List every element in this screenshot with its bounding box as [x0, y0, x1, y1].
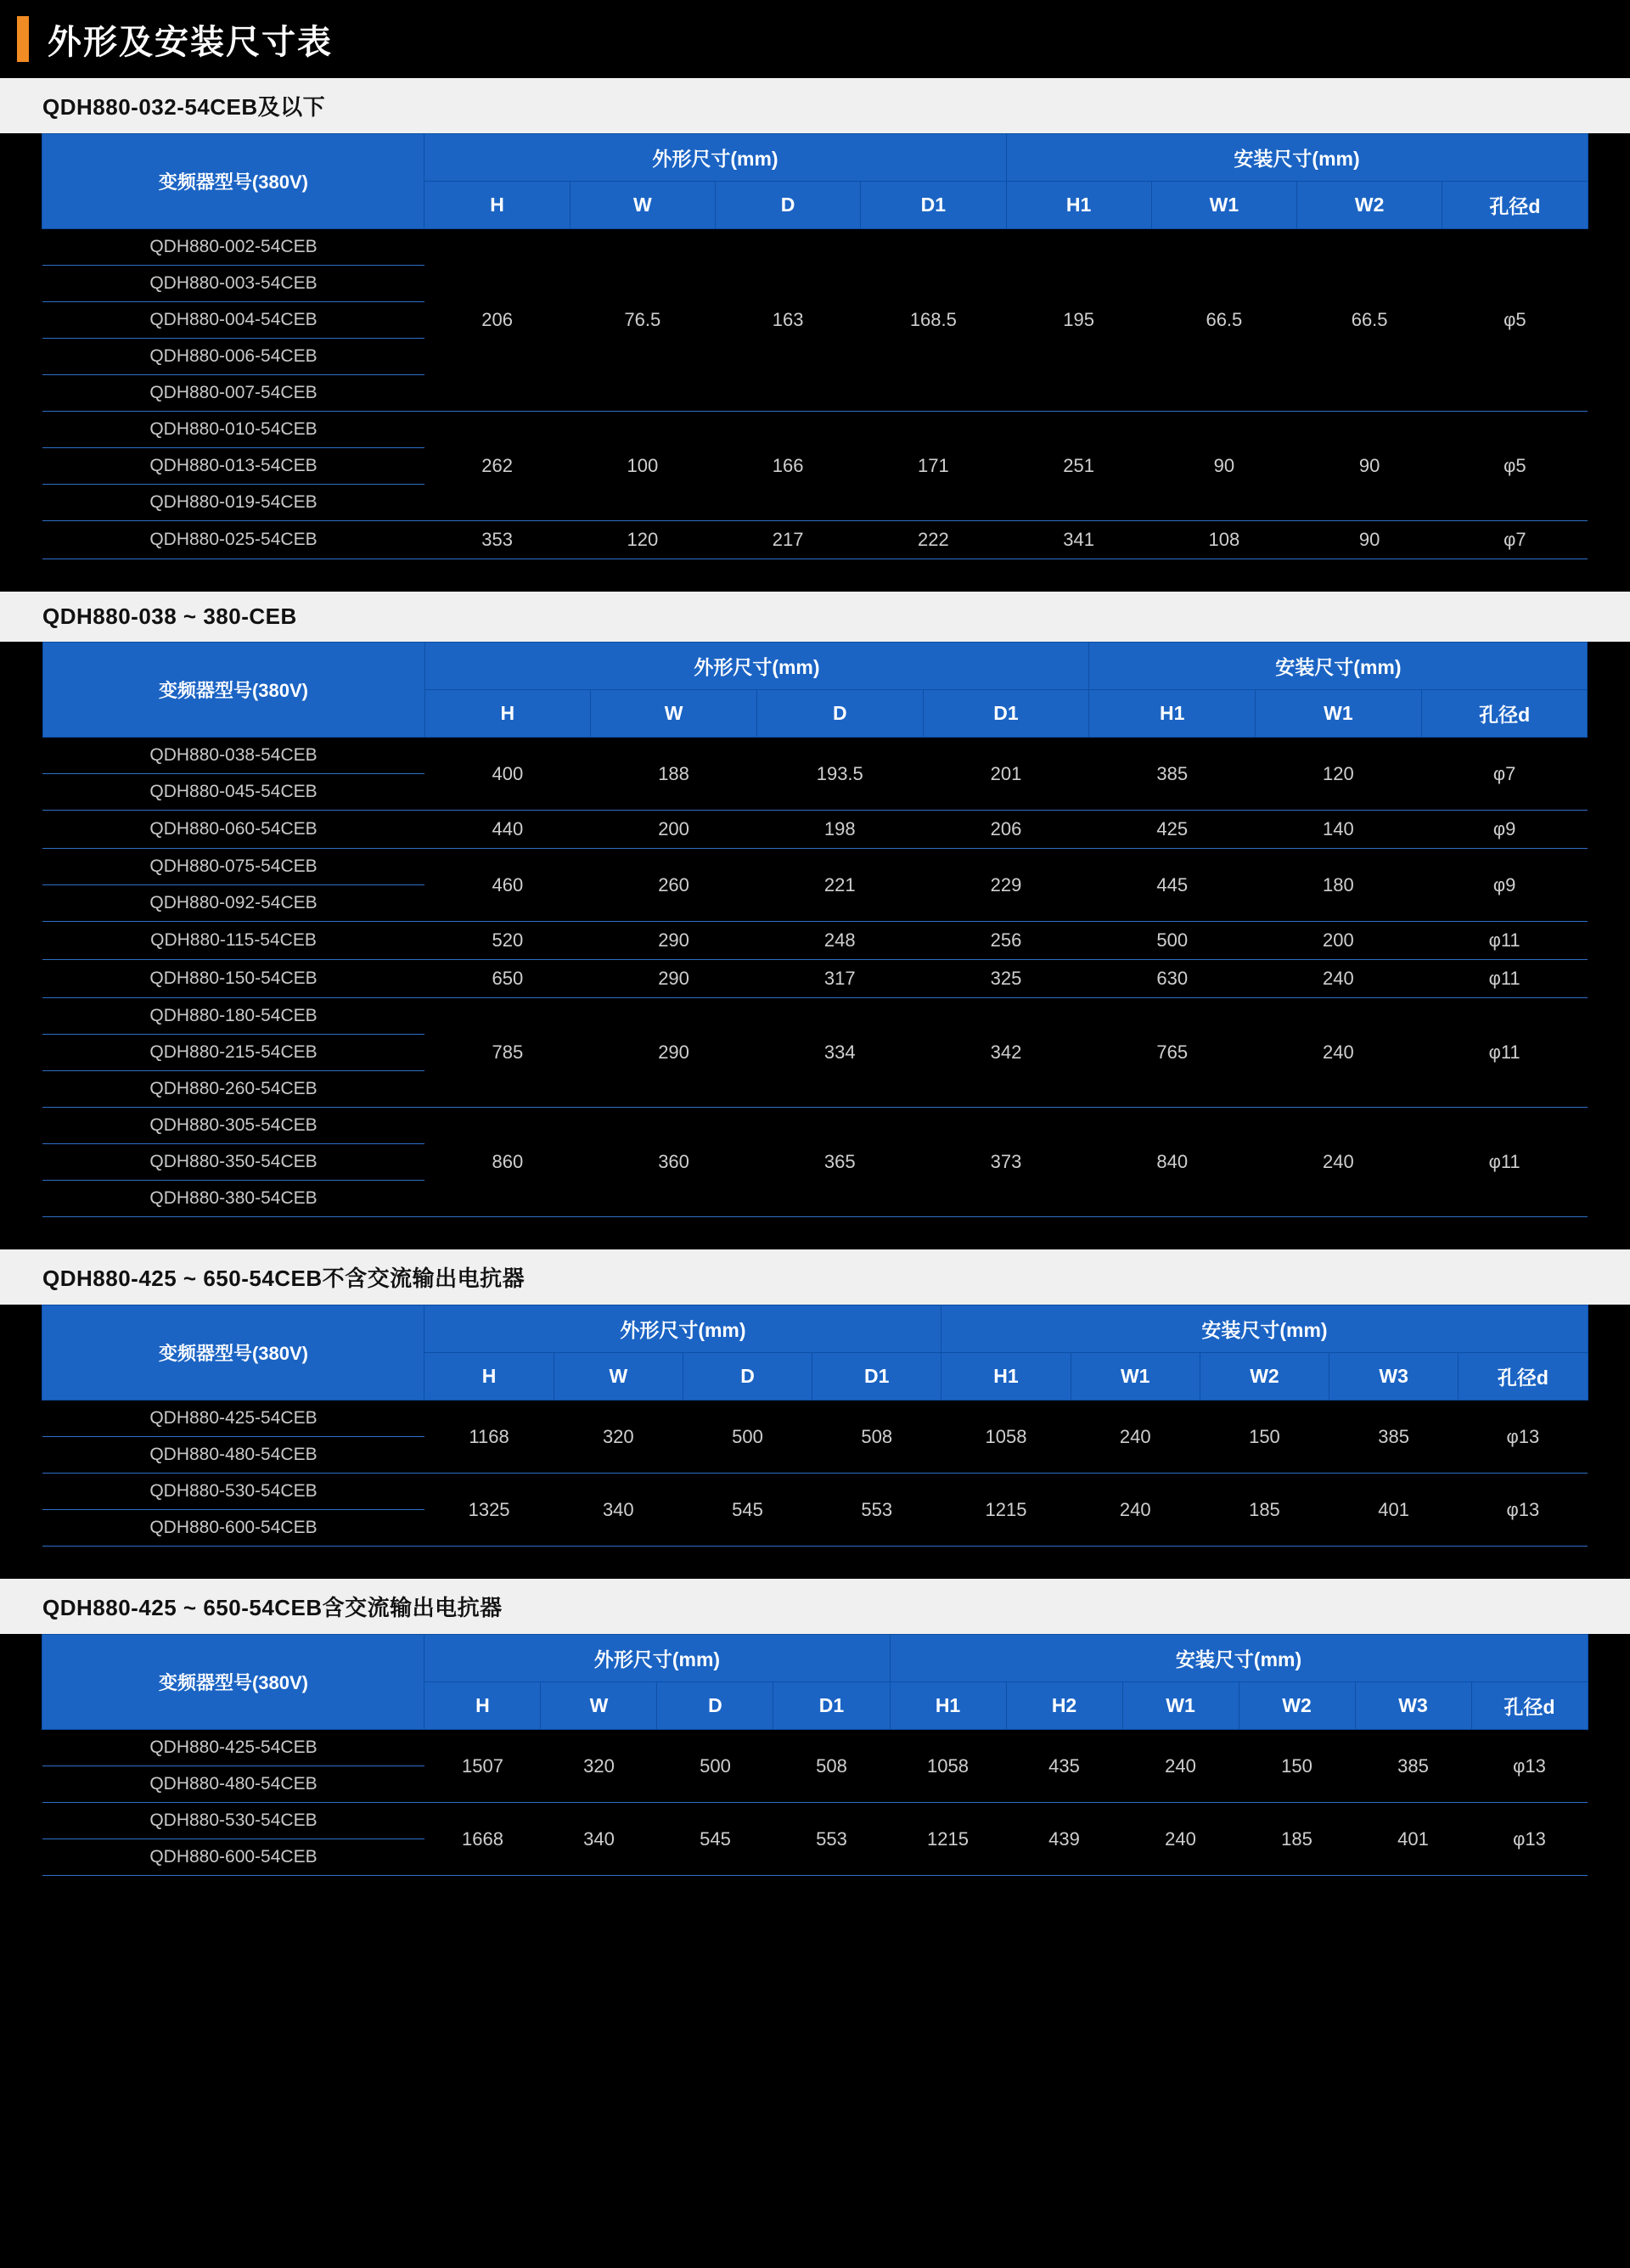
cell-model: QDH880-425-54CEB: [42, 1401, 424, 1437]
header-col-h1: H1: [890, 1682, 1006, 1730]
cell-value: 1058: [890, 1730, 1006, 1803]
cell-value: 401: [1329, 1474, 1459, 1547]
cell-model: QDH880-600-54CEB: [42, 1839, 424, 1876]
table-row: [42, 849, 1588, 885]
header-col-h1: H1: [1089, 690, 1256, 738]
header-col-w1: W1: [1071, 1353, 1200, 1401]
cell-value: 342: [923, 998, 1089, 1108]
cell-value: 90: [1297, 412, 1442, 521]
cell-value: 240: [1071, 1474, 1200, 1547]
table-row: [42, 1730, 1588, 1766]
table-row: [42, 1803, 1588, 1839]
cell-value: 553: [812, 1474, 941, 1547]
cell-model: QDH880-013-54CEB: [42, 448, 424, 485]
cell-value: 185: [1239, 1803, 1355, 1876]
header-col-w1: W1: [1122, 1682, 1239, 1730]
header-install-dimensions: 安装尺寸(mm): [941, 1305, 1588, 1353]
table-wrapper: [0, 1634, 1630, 1878]
table-row: [42, 412, 1588, 448]
dimension-table: [42, 133, 1588, 559]
header-col-h2: H2: [1006, 1682, 1122, 1730]
cell-value: 325: [923, 960, 1089, 998]
cell-value: 340: [541, 1803, 657, 1876]
section-spacer: [0, 1548, 1630, 1579]
cell-value: 120: [1256, 738, 1422, 811]
header-col-h: H: [424, 1682, 541, 1730]
cell-value: 66.5: [1151, 229, 1296, 412]
cell-value: φ11: [1421, 922, 1588, 960]
cell-value: 317: [756, 960, 923, 998]
header-col-w2: W2: [1297, 182, 1442, 229]
cell-value: 650: [424, 960, 591, 998]
header-col-w: W: [554, 1353, 683, 1401]
cell-model: QDH880-004-54CEB: [42, 302, 424, 339]
table-row: [42, 960, 1588, 998]
cell-value: 240: [1256, 998, 1422, 1108]
header-model: 变频器型号(380V): [42, 134, 424, 229]
cell-value: φ7: [1442, 521, 1588, 559]
cell-value: 221: [756, 849, 923, 922]
cell-value: 385: [1089, 738, 1256, 811]
cell-value: 365: [756, 1108, 923, 1217]
dimension-table: [42, 1305, 1588, 1547]
dimension-section: [0, 1249, 1630, 1548]
cell-value: φ9: [1421, 811, 1588, 849]
cell-model: QDH880-530-54CEB: [42, 1474, 424, 1510]
cell-value: 260: [591, 849, 757, 922]
cell-model: QDH880-480-54CEB: [42, 1437, 424, 1474]
header-col-w1: W1: [1256, 690, 1422, 738]
dimension-table: [42, 642, 1588, 1217]
header-col-孔径d: 孔径d: [1459, 1353, 1588, 1401]
table-row: [42, 922, 1588, 960]
header-col-h1: H1: [941, 1353, 1071, 1401]
cell-value: 341: [1006, 521, 1151, 559]
cell-value: 66.5: [1297, 229, 1442, 412]
sections-container: [0, 78, 1630, 1908]
cell-value: 290: [591, 960, 757, 998]
cell-value: 150: [1239, 1730, 1355, 1803]
cell-value: 785: [424, 998, 591, 1108]
cell-value: φ9: [1421, 849, 1588, 922]
cell-value: 188: [591, 738, 757, 811]
header-col-孔径d: 孔径d: [1442, 182, 1588, 229]
cell-model: QDH880-038-54CEB: [42, 738, 424, 774]
header-col-d1: D1: [812, 1353, 941, 1401]
header-col-h1: H1: [1006, 182, 1151, 229]
table-row: [42, 1401, 1588, 1437]
section-spacer: [0, 1219, 1630, 1249]
cell-value: 1507: [424, 1730, 541, 1803]
cell-value: 373: [923, 1108, 1089, 1217]
header-outline-dimensions: 外形尺寸(mm): [424, 1305, 941, 1353]
cell-value: 545: [683, 1474, 812, 1547]
cell-value: 320: [554, 1401, 683, 1474]
cell-model: QDH880-060-54CEB: [42, 811, 424, 849]
cell-value: 860: [424, 1108, 591, 1217]
cell-value: 150: [1200, 1401, 1329, 1474]
header-model: 变频器型号(380V): [42, 1305, 424, 1401]
cell-value: 193.5: [756, 738, 923, 811]
cell-value: 240: [1071, 1401, 1200, 1474]
cell-value: 251: [1006, 412, 1151, 521]
table-row: [42, 229, 1588, 266]
cell-value: 1215: [941, 1474, 1071, 1547]
cell-value: 240: [1256, 1108, 1422, 1217]
header-col-w3: W3: [1355, 1682, 1471, 1730]
cell-value: 385: [1329, 1401, 1459, 1474]
header-col-d1: D1: [923, 690, 1089, 738]
cell-value: 140: [1256, 811, 1422, 849]
cell-value: φ13: [1459, 1401, 1588, 1474]
cell-value: 500: [657, 1730, 773, 1803]
header-install-dimensions: 安装尺寸(mm): [890, 1635, 1588, 1682]
header-col-h: H: [424, 182, 570, 229]
cell-value: 200: [591, 811, 757, 849]
cell-value: 1215: [890, 1803, 1006, 1876]
cell-value: 185: [1200, 1474, 1329, 1547]
cell-model: QDH880-092-54CEB: [42, 885, 424, 922]
cell-model: QDH880-150-54CEB: [42, 960, 424, 998]
cell-value: 290: [591, 998, 757, 1108]
cell-value: 180: [1256, 849, 1422, 922]
cell-value: φ5: [1442, 229, 1588, 412]
cell-value: 400: [424, 738, 591, 811]
cell-value: 108: [1151, 521, 1296, 559]
cell-value: 340: [554, 1474, 683, 1547]
header-col-w: W: [591, 690, 757, 738]
cell-value: φ13: [1471, 1730, 1588, 1803]
header-col-d: D: [756, 690, 923, 738]
header-col-w: W: [570, 182, 715, 229]
cell-value: 76.5: [570, 229, 715, 412]
cell-model: QDH880-380-54CEB: [42, 1181, 424, 1217]
cell-value: 163: [715, 229, 860, 412]
cell-model: QDH880-025-54CEB: [42, 521, 424, 559]
cell-value: 90: [1151, 412, 1296, 521]
header-col-w3: W3: [1329, 1353, 1459, 1401]
cell-model: QDH880-260-54CEB: [42, 1071, 424, 1108]
section-heading: QDH880-032-54CEB及以下: [0, 78, 1630, 133]
cell-value: 168.5: [861, 229, 1006, 412]
header-model: 变频器型号(380V): [42, 643, 424, 738]
table-row: [42, 738, 1588, 774]
header-col-h: H: [424, 690, 591, 738]
cell-model: QDH880-600-54CEB: [42, 1510, 424, 1547]
cell-model: QDH880-530-54CEB: [42, 1803, 424, 1839]
header-install-dimensions: 安装尺寸(mm): [1089, 643, 1588, 690]
cell-value: φ13: [1471, 1803, 1588, 1876]
header-col-孔径d: 孔径d: [1471, 1682, 1588, 1730]
cell-model: QDH880-002-54CEB: [42, 229, 424, 266]
header-outline-dimensions: 外形尺寸(mm): [424, 1635, 890, 1682]
table-row: [42, 521, 1588, 559]
cell-value: 120: [570, 521, 715, 559]
cell-value: 262: [424, 412, 570, 521]
cell-value: 229: [923, 849, 1089, 922]
page-title: 外形及安装尺寸表: [48, 23, 333, 61]
header-col-d: D: [683, 1353, 812, 1401]
cell-model: QDH880-215-54CEB: [42, 1035, 424, 1071]
cell-model: QDH880-115-54CEB: [42, 922, 424, 960]
cell-value: 385: [1355, 1730, 1471, 1803]
header-col-d: D: [657, 1682, 773, 1730]
cell-value: 440: [424, 811, 591, 849]
table-header-group-row: [42, 134, 1588, 182]
cell-value: φ13: [1459, 1474, 1588, 1547]
cell-value: 198: [756, 811, 923, 849]
cell-model: QDH880-010-54CEB: [42, 412, 424, 448]
table-row: [42, 811, 1588, 849]
dimension-section: [0, 78, 1630, 561]
cell-value: 248: [756, 922, 923, 960]
header-col-h: H: [424, 1353, 554, 1401]
header-install-dimensions: 安装尺寸(mm): [1006, 134, 1588, 182]
cell-value: 1168: [424, 1401, 554, 1474]
cell-value: 840: [1089, 1108, 1256, 1217]
cell-value: 334: [756, 998, 923, 1108]
cell-value: 360: [591, 1108, 757, 1217]
header-model: 变频器型号(380V): [42, 1635, 424, 1730]
cell-value: 765: [1089, 998, 1256, 1108]
cell-value: 630: [1089, 960, 1256, 998]
dimension-section: [0, 592, 1630, 1219]
cell-value: φ11: [1421, 1108, 1588, 1217]
cell-value: φ11: [1421, 998, 1588, 1108]
cell-value: 240: [1122, 1803, 1239, 1876]
cell-value: φ11: [1421, 960, 1588, 998]
cell-model: QDH880-350-54CEB: [42, 1144, 424, 1181]
section-heading: QDH880-038 ~ 380-CEB: [0, 592, 1630, 642]
cell-value: 100: [570, 412, 715, 521]
cell-model: QDH880-006-54CEB: [42, 339, 424, 375]
cell-model: QDH880-305-54CEB: [42, 1108, 424, 1144]
cell-value: 425: [1089, 811, 1256, 849]
section-spacer: [0, 561, 1630, 592]
cell-value: 435: [1006, 1730, 1122, 1803]
cell-value: 240: [1122, 1730, 1239, 1803]
section-heading: QDH880-425 ~ 650-54CEB不含交流输出电抗器: [0, 1249, 1630, 1305]
cell-value: 545: [657, 1803, 773, 1876]
section-spacer: [0, 1878, 1630, 1908]
cell-model: QDH880-075-54CEB: [42, 849, 424, 885]
header-col-d1: D1: [773, 1682, 890, 1730]
table-header-group-row: [42, 643, 1588, 690]
table-header-group-row: [42, 1635, 1588, 1682]
table-row: [42, 1474, 1588, 1510]
cell-value: 401: [1355, 1803, 1471, 1876]
cell-value: 500: [683, 1401, 812, 1474]
cell-model: QDH880-180-54CEB: [42, 998, 424, 1035]
cell-model: QDH880-019-54CEB: [42, 485, 424, 521]
header-outline-dimensions: 外形尺寸(mm): [424, 134, 1006, 182]
table-wrapper: [0, 642, 1630, 1219]
cell-value: 195: [1006, 229, 1151, 412]
dimension-section: [0, 1579, 1630, 1878]
cell-value: φ7: [1421, 738, 1588, 811]
cell-value: 171: [861, 412, 1006, 521]
cell-model: QDH880-007-54CEB: [42, 375, 424, 412]
header-col-w: W: [541, 1682, 657, 1730]
header-col-d: D: [715, 182, 860, 229]
cell-value: φ5: [1442, 412, 1588, 521]
cell-model: QDH880-003-54CEB: [42, 266, 424, 302]
header-col-w1: W1: [1151, 182, 1296, 229]
table-wrapper: [0, 133, 1630, 561]
cell-value: 1668: [424, 1803, 541, 1876]
cell-value: 206: [923, 811, 1089, 849]
cell-value: 460: [424, 849, 591, 922]
cell-value: 256: [923, 922, 1089, 960]
cell-value: 1325: [424, 1474, 554, 1547]
cell-value: 200: [1256, 922, 1422, 960]
cell-value: 500: [1089, 922, 1256, 960]
table-header-group-row: [42, 1305, 1588, 1353]
cell-model: QDH880-425-54CEB: [42, 1730, 424, 1766]
header-col-孔径d: 孔径d: [1421, 690, 1588, 738]
cell-value: 508: [812, 1401, 941, 1474]
header-col-d1: D1: [861, 182, 1006, 229]
cell-value: 206: [424, 229, 570, 412]
cell-value: 240: [1256, 960, 1422, 998]
table-row: [42, 1108, 1588, 1144]
cell-value: 320: [541, 1730, 657, 1803]
cell-value: 90: [1297, 521, 1442, 559]
page-title-bar: [0, 0, 1630, 78]
cell-value: 553: [773, 1803, 890, 1876]
table-wrapper: [0, 1305, 1630, 1548]
section-heading: QDH880-425 ~ 650-54CEB含交流输出电抗器: [0, 1579, 1630, 1634]
cell-model: QDH880-480-54CEB: [42, 1766, 424, 1803]
title-accent-bar: [17, 16, 29, 62]
cell-value: 290: [591, 922, 757, 960]
cell-value: 439: [1006, 1803, 1122, 1876]
dimension-table: [42, 1634, 1588, 1876]
cell-value: 166: [715, 412, 860, 521]
cell-value: 1058: [941, 1401, 1071, 1474]
header-col-w2: W2: [1200, 1353, 1329, 1401]
table-row: [42, 998, 1588, 1035]
cell-value: 217: [715, 521, 860, 559]
header-outline-dimensions: 外形尺寸(mm): [424, 643, 1089, 690]
cell-value: 520: [424, 922, 591, 960]
cell-value: 445: [1089, 849, 1256, 922]
cell-value: 508: [773, 1730, 890, 1803]
cell-value: 353: [424, 521, 570, 559]
cell-value: 222: [861, 521, 1006, 559]
header-col-w2: W2: [1239, 1682, 1355, 1730]
cell-value: 201: [923, 738, 1089, 811]
cell-model: QDH880-045-54CEB: [42, 774, 424, 811]
